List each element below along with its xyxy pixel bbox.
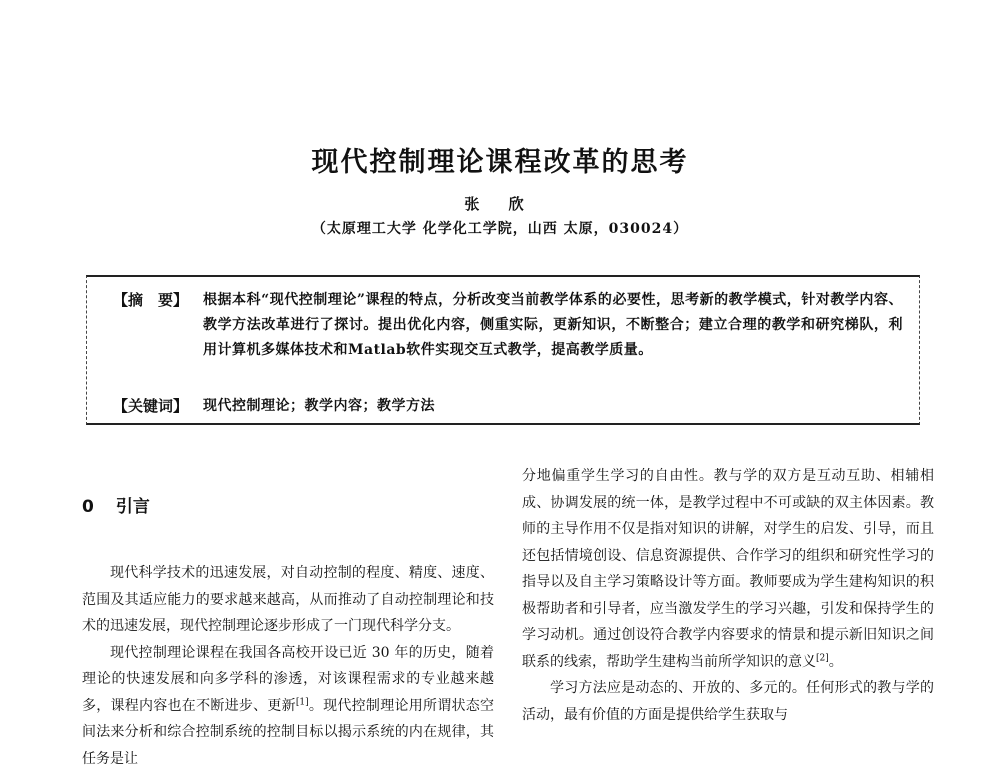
citation-ref: [1] [296,697,309,707]
section-heading [82,492,150,517]
abstract-text: 根据本科“现代控制理论”课程的特点，分析改变当前教学体系的必要性，思考新的教学模式，针对教学内容、教学方法改革进行了探讨。提出优化内容，侧重实际，更新知识，不断整合；建立合理的教学和研究梯队，利用计算机多媒体技术和Matlab软件实现交互式教学，提高教学质量。 [203,288,903,363]
paragraph-text: 。现代控制理论用所谓状态空间法来分析和综合控制系统的控制目标以揭示系统的内在规律，其任务是让 [82,698,494,767]
right-column [522,463,934,728]
paper-title: 现代控制理论课程改革的思考 [0,140,1000,179]
paragraph-text: 。 [829,654,843,670]
abstract-label: 【摘 要】 [113,289,188,310]
paragraph-text: 现代控制理论课程在我国各高校开设已近 30 年的历史，随着理论的快速发展和向多学科的渗透，对该课程需求的专业越来越多，课程内容也在不断进步、更新 [82,645,494,714]
left-column [82,560,494,772]
keywords-text: 现代控制理论；教学内容；教学方法 [203,394,903,419]
citation-ref: [2] [816,653,829,663]
author-affiliation: （太原理工大学 化学化工学院，山西 太原，030024） [0,218,1000,238]
paragraph-text: 分地偏重学生学习的自由性。教与学的双方是互动互助、相辅相成、协调发展的统一体，是教学过程中不可或缺的双主体因素。教师的主导作用不仅是指对知识的讲解，对学生的启发、引导，而且还包括情境创设、信息资源提供、合作学习的组织和研究性学习的指导以及自主学习策略设计等方面。教师要成为学生建构知识的积极帮助者和引导者，应当激发学生的学习兴趣，引发和保持学生的学习动机。通过创设符合教学内容要求的情景和提示新旧知识之间联系的线索，帮助学生建构当前所学知识的意义 [522,468,934,670]
section-title: 引言 [116,497,150,517]
abstract-box [86,275,920,425]
paragraph [82,640,494,772]
paragraph: 学习方法应是动态的、开放的、多元的。任何形式的教与学的活动，最有价值的方面是提供给学生获取与 [522,675,934,728]
section-number: 0 [82,497,94,517]
paragraph [522,463,934,675]
paragraph: 现代科学技术的迅速发展，对自动控制的程度、精度、速度、范围及其适应能力的要求越来越高，从而推动了自动控制理论和技术的迅速发展，现代控制理论逐步形成了一门现代科学分支。 [82,560,494,640]
author-name: 张 欣 [0,193,1000,214]
keywords-label: 【关键词】 [113,395,188,416]
